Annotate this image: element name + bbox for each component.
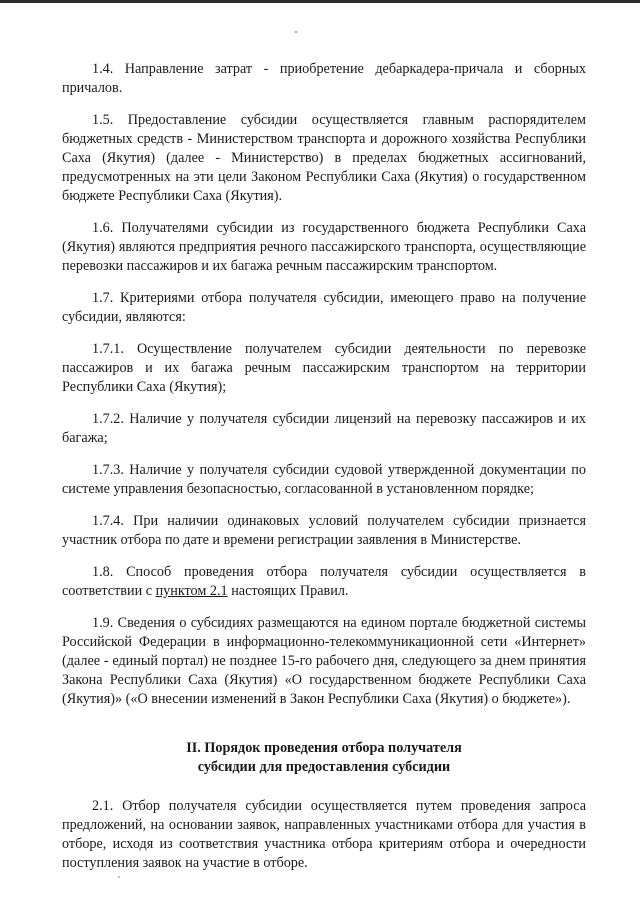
paragraph-1-6: 1.6. Получателями субсидии из государственного бюджета Республики Саха (Якутия) являются предприятия речного пассажирского транспорта, осуществляющие перевозки пассажиров и их багажа речным пассажирским транспортом. <box>62 220 586 274</box>
paragraph-2-1: 2.1. Отбор получателя субсидии осуществляется путем проведения запроса предложений, на основании заявок, направленных участниками отбора для участия в отборе, исходя из соответствия участника отбора критериям отбора и очередности поступления заявок на участие в отборе. <box>62 798 586 871</box>
paragraph-1-8-text-after: настоящих Правил. <box>227 583 349 599</box>
paragraph-1-5: 1.5. Предоставление субсидии осуществляется главным распорядителем бюджетных средств - Министерством транспорта и дорожного хозяйства Республики Саха (Якутия) (далее - Министерство) в пределах бюджетных ассигнований, предусмотренных на эти цели Законом Республики Саха (Якутия) о государственном бюджете Республики Саха (Якутия). <box>62 112 586 204</box>
paragraph-1-7: 1.7. Критериями отбора получателя субсидии, имеющего право на получение субсидии, являются: <box>62 290 586 325</box>
paragraph-1-4: 1.4. Направление затрат - приобретение дебаркадера-причала и сборных причалов. <box>62 61 586 96</box>
paragraph-1-8 <box>62 563 586 601</box>
link-punkt-2-1[interactable]: пунктом 2.1 <box>155 583 228 599</box>
section-heading-ii <box>62 739 586 777</box>
paragraph-1-7-2: 1.7.2. Наличие у получателя субсидии лицензий на перевозку пассажиров и их багажа; <box>62 411 586 446</box>
paragraph-1-7-4: 1.7.4. При наличии одинаковых условий получателем субсидии признается участник отбора по дате и времени регистрации заявления в Министерстве. <box>62 513 586 548</box>
document-page <box>62 60 586 886</box>
paragraph-1-7-1: 1.7.1. Осуществление получателем субсидии деятельности по перевозке пассажиров и их багажа речным пассажирским транспортом на территории Республики Саха (Якутия); <box>62 341 586 395</box>
paragraph-1-7-3: 1.7.3. Наличие у получателя субсидии судовой утвержденной документации по системе управления безопасностью, согласованной в установленном порядке; <box>62 462 586 497</box>
section-heading-line-1: II. Порядок проведения отбора получателя <box>186 740 462 756</box>
paragraph-1-9: 1.9. Сведения о субсидиях размещаются на едином портале бюджетной системы Российской Федерации в информационно-телекоммуникационной сети «Интернет» (далее - единый портал) не позднее 15-го рабочего дня, следующего за днем принятия Закона Республики Саха (Якутия) «О государственном бюджете Республики Саха (Якутия)» («О внесении изменений в Закон Республики Саха (Якутия) о бюджете»). <box>62 615 586 707</box>
section-heading-line-2: субсидии для предоставления субсидии <box>197 759 451 775</box>
scan-top-border <box>0 0 640 3</box>
paragraph-1-8-text-before: 1.8. Способ проведения отбора получателя субсидии осуществляется в соответствии с <box>62 564 586 599</box>
scan-speck <box>295 31 297 33</box>
